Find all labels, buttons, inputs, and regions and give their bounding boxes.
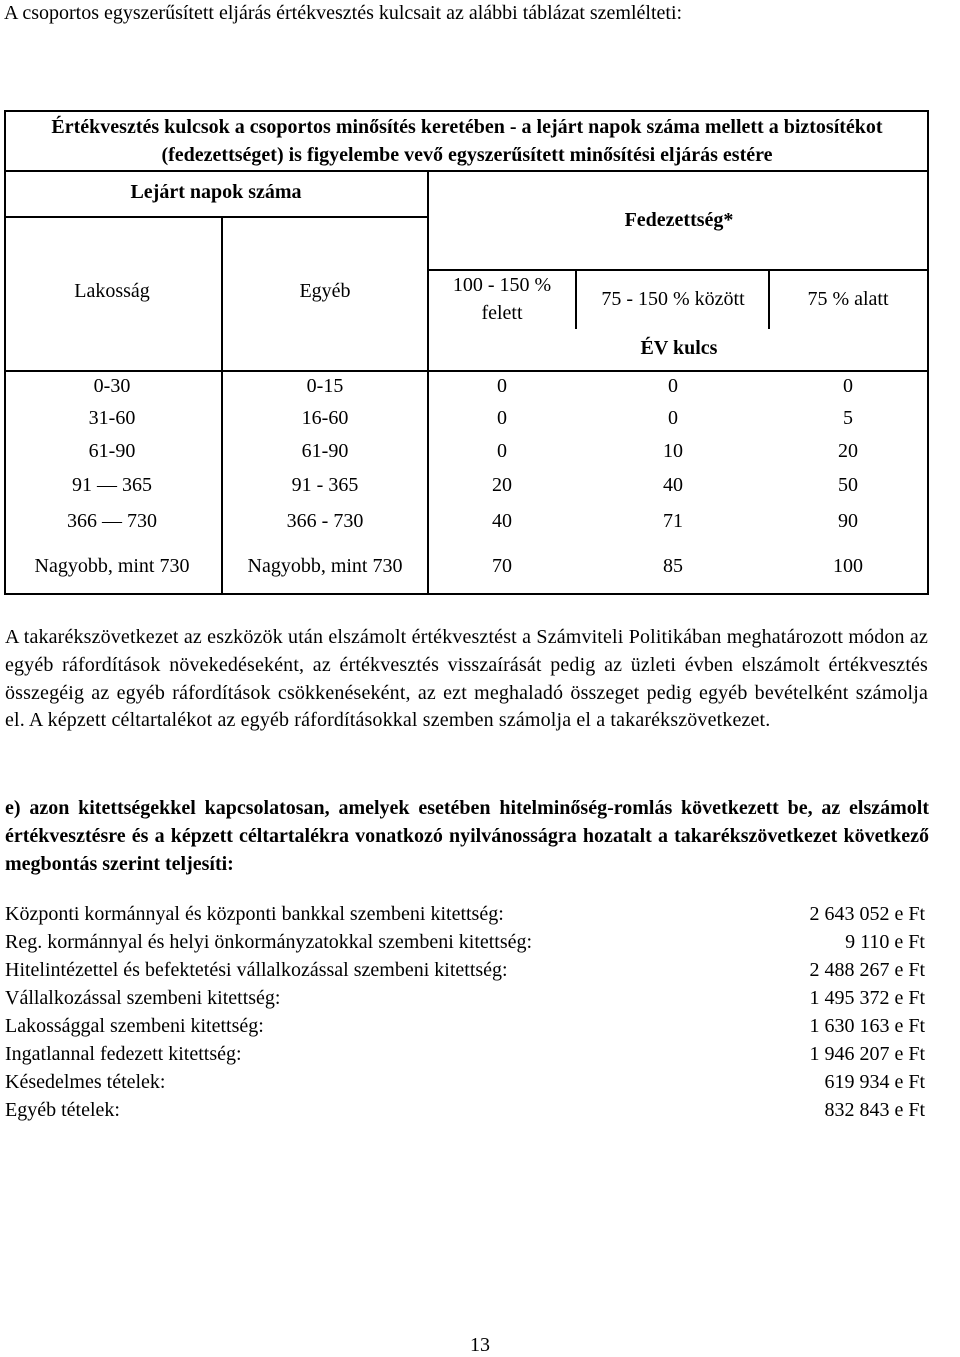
table-cell: 0 — [497, 375, 507, 397]
header-75-below: 75 % alatt — [807, 288, 889, 310]
header-100-150-felett: felett — [481, 302, 523, 324]
table-cell: 90 — [838, 510, 858, 532]
table-cell: 0 — [497, 440, 507, 462]
table-cell: 0 — [668, 407, 678, 429]
exposure-amount: 1 630 163 e Ft — [809, 1015, 925, 1037]
list-item — [5, 1015, 925, 1043]
table-cell: 71 — [663, 510, 683, 532]
exposure-label: Vállalkozással szembeni kitettség: — [5, 987, 281, 1009]
header-coverage: Fedezettség* — [624, 209, 734, 231]
table-cell: 0 — [497, 407, 507, 429]
exposure-list — [5, 903, 925, 1127]
table-cell: 31-60 — [88, 407, 136, 429]
exposure-label: Hitelintézettel és befektetési vállalkozással szembeni kitettség: — [5, 959, 508, 981]
table-cell: 40 — [663, 474, 683, 496]
table-cell: 20 — [492, 474, 512, 496]
table-cell: 91 ― 365 — [72, 474, 152, 496]
table-cell: 366 - 730 — [286, 510, 364, 532]
table-title: Értékvesztés kulcsok a csoportos minősítés keretében - a lejárt napok száma mellett a biztosítékot (fedezettséget) is figyelembe vevő egyszerűsített minősítési eljárás estére — [51, 116, 883, 166]
list-item — [5, 903, 925, 931]
table-cell: 0-15 — [306, 375, 344, 397]
exposure-label: Ingatlannal fedezett kitettség: — [5, 1043, 242, 1065]
table-cell: 0-30 — [93, 375, 131, 397]
list-item — [5, 931, 925, 959]
table-cell: 16-60 — [301, 407, 349, 429]
table-cell: 5 — [843, 407, 853, 429]
table-cell: 366 ― 730 — [67, 510, 157, 532]
exposure-amount: 1 495 372 e Ft — [809, 987, 925, 1009]
table-cell: 91 - 365 — [291, 474, 359, 496]
table-cell: 0 — [668, 375, 678, 397]
exposure-amount: 832 843 e Ft — [824, 1099, 925, 1121]
table-cell: 50 — [838, 474, 858, 496]
exposure-amount: 2 488 267 e Ft — [809, 959, 925, 981]
table-cell: 40 — [492, 510, 512, 532]
header-overdue-days: Lejárt napok száma — [130, 181, 302, 203]
table-cell: Nagyobb, mint 730 — [247, 555, 403, 577]
exposure-label: Reg. kormánnyal és helyi önkormányzatokkal szembeni kitettség: — [5, 931, 533, 953]
list-item — [5, 1071, 925, 1099]
page-number: 13 — [470, 1334, 490, 1356]
exposure-amount: 2 643 052 e Ft — [809, 903, 925, 925]
exposure-amount: 9 110 e Ft — [845, 931, 925, 953]
exposure-label: Központi kormánnyal és központi bankkal szembeni kitettség: — [5, 903, 504, 925]
list-item — [5, 959, 925, 987]
table-cell: 0 — [843, 375, 853, 397]
table-cell: Nagyobb, mint 730 — [34, 555, 190, 577]
table-cell: 85 — [663, 555, 683, 577]
header-ev-kulcs: ÉV kulcs — [640, 337, 718, 359]
table-cell: 100 — [833, 555, 863, 577]
table-cell: 70 — [492, 555, 512, 577]
list-item — [5, 1099, 925, 1127]
impairment-paragraph: A takarékszövetkezet az eszközök után elszámolt értékvesztést a Számviteli Politikában meghatározott módon az egyéb ráfordítások növekedéseként, az értékvesztés visszaírását pedig az üzleti évben elszámolt értékvesztés összegéig az egyéb ráfordítások csökkenéseként, az ezt meghaladó összeget pedig egyéb bevételként számolja el. A képzett céltartalékot az egyéb ráfordításokkal szemben számolja el a takarékszövetkezet. — [5, 626, 928, 732]
table-cell: 61-90 — [301, 440, 349, 462]
header-egyeb: Egyéb — [299, 280, 351, 302]
exposure-label: Egyéb tételek: — [5, 1099, 120, 1121]
exposure-amount: 1 946 207 e Ft — [809, 1043, 925, 1065]
exposure-label: Lakossággal szembeni kitettség: — [5, 1015, 264, 1037]
exposure-amount: 619 934 e Ft — [824, 1071, 925, 1093]
exposure-label: Késedelmes tételek: — [5, 1071, 166, 1093]
header-100-150: 100 - 150 % — [452, 274, 552, 296]
header-lakossag: Lakosság — [74, 280, 150, 302]
table-cell: 61-90 — [88, 440, 136, 462]
section-e-heading: e) azon kitettségekkel kapcsolatosan, amelyek esetében hitelminőség-romlás következett be, az elszámolt értékvesztésre és a képzett céltartalékra vonatkozó nyilvánosságra hozatalt a takarékszövetkezet következő megbontás szerint teljesíti: — [5, 797, 929, 875]
table-cell: 20 — [838, 440, 858, 462]
list-item — [5, 987, 925, 1015]
list-item — [5, 1043, 925, 1071]
intro-text: A csoportos egyszerűsített eljárás értékvesztés kulcsait az alábbi táblázat szemlélteti: — [4, 2, 683, 24]
table-cell: 10 — [663, 440, 683, 462]
header-75-150: 75 - 150 % között — [601, 288, 745, 310]
